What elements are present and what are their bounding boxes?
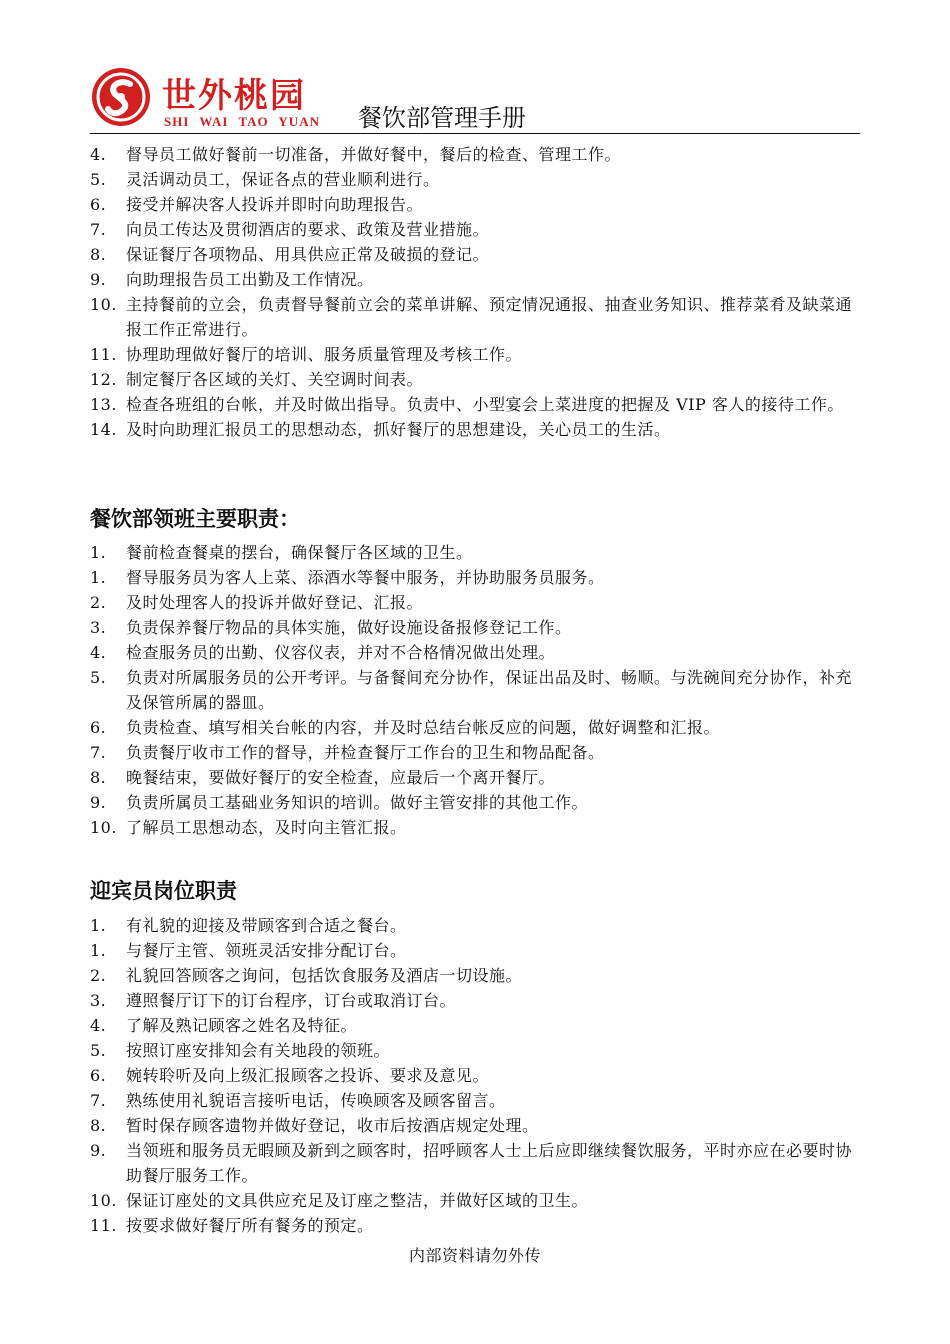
- host-duties-list: [90, 913, 862, 1238]
- list-item: [90, 1213, 862, 1238]
- list-item-text: 协理助理做好餐厅的培训、服务质量管理及考核工作。: [126, 345, 523, 364]
- list-item: [90, 765, 862, 790]
- list-item-text: 负责餐厅收市工作的督导，并检查餐厅工作台的卫生和物品配备。: [126, 743, 605, 762]
- list-item: [90, 1013, 862, 1038]
- list-item-number: 1.: [90, 568, 107, 587]
- list-item-number: 13.: [90, 395, 117, 414]
- list-item-number: 8.: [90, 768, 107, 787]
- list-item-number: 9.: [90, 793, 107, 812]
- list-item: [90, 217, 862, 242]
- list-item-number: 1.: [90, 941, 107, 960]
- list-item-number: 14.: [90, 420, 117, 439]
- logo-chinese-name: 世外桃园: [162, 76, 306, 116]
- list-item-number: 9.: [90, 1141, 107, 1160]
- list-item: [90, 715, 862, 740]
- list-item-number: 3.: [90, 618, 107, 637]
- list-item-number: 6.: [90, 718, 107, 737]
- list-item-number: 3.: [90, 991, 107, 1010]
- list-item-number: 12.: [90, 370, 117, 389]
- list-item: [90, 267, 862, 292]
- list-item: [90, 392, 862, 417]
- list-item-number: 4.: [90, 643, 107, 662]
- list-item: [90, 938, 862, 963]
- list-item: [90, 417, 862, 442]
- section-duties-continued: [90, 142, 862, 442]
- section-host-duties: [90, 913, 862, 1238]
- list-item-text: 暂时保存顾客遗物并做好登记，收市后按酒店规定处理。: [126, 1116, 539, 1135]
- list-item-text: 向员工传达及贯彻酒店的要求、政策及营业措施。: [126, 220, 490, 239]
- list-item-number: 8.: [90, 245, 107, 264]
- list-item: [90, 1063, 862, 1088]
- list-item-text: 向助理报告员工出勤及工作情况。: [126, 270, 374, 289]
- list-item: [90, 640, 862, 665]
- list-item-number: 10.: [90, 1191, 117, 1210]
- list-item-number: 7.: [90, 743, 107, 762]
- list-item-number: 7.: [90, 1091, 107, 1110]
- logo-english-name: SHI WAI TAO YUAN: [164, 114, 320, 129]
- list-item-text: 晚餐结束，要做好餐厅的安全检查，应最后一个离开餐厅。: [126, 768, 556, 787]
- list-item-number: 6.: [90, 1066, 107, 1085]
- list-item: [90, 167, 862, 192]
- list-item-number: 8.: [90, 1116, 107, 1135]
- list-item: [90, 565, 862, 590]
- list-item-text: 接受并解决客人投诉并即时向助理报告。: [126, 195, 424, 214]
- list-item: [90, 1113, 862, 1138]
- list-item-number: 6.: [90, 195, 107, 214]
- section-heading-host: 迎宾员岗位职责: [90, 879, 237, 903]
- list-item: [90, 615, 862, 640]
- section-heading-supervisor: 餐饮部领班主要职责：: [90, 507, 300, 531]
- list-item: [90, 342, 862, 367]
- list-item-number: 5.: [90, 170, 107, 189]
- list-item-number: 2.: [90, 966, 107, 985]
- list-item-text: 检查服务员的出勤、仪容仪表，并对不合格情况做出处理。: [126, 643, 556, 662]
- list-item: [90, 790, 862, 815]
- list-item-text: 负责对所属服务员的公开考评。与备餐间充分协作，保证出品及时、畅顺。与洗碗间充分协作，补充及保管所属的器皿。: [126, 668, 853, 712]
- page-footer: 内部资料请勿外传: [408, 1246, 541, 1265]
- header-divider: [90, 133, 860, 134]
- list-item-text: 保证订座处的文具供应充足及订座之整洁，并做好区域的卫生。: [126, 1191, 589, 1210]
- list-item-text: 婉转聆听及向上级汇报顾客之投诉、要求及意见。: [126, 1066, 490, 1085]
- list-item: [90, 142, 862, 167]
- list-item-text: 了解及熟记顾客之姓名及特征。: [126, 1016, 358, 1035]
- list-item-text: 熟练使用礼貌语言接听电话，传唤顾客及顾客留言。: [126, 1091, 506, 1110]
- list-item-text: 与餐厅主管、领班灵活安排分配订台。: [126, 941, 407, 960]
- list-item-text: 遵照餐厅订下的订台程序，订台或取消订台。: [126, 991, 457, 1010]
- list-item-text: 餐前检查餐桌的摆台，确保餐厅各区域的卫生。: [126, 543, 473, 562]
- list-item: [90, 540, 862, 565]
- list-item: [90, 665, 862, 715]
- list-item: [90, 590, 862, 615]
- list-item-text: 按照订座安排知会有关地段的领班。: [126, 1041, 391, 1060]
- list-item-text: 灵活调动员工，保证各点的营业顺利进行。: [126, 170, 440, 189]
- list-item: [90, 815, 862, 840]
- list-item: [90, 367, 862, 392]
- list-item-text: 督导员工做好餐前一切准备，并做好餐中，餐后的检查、管理工作。: [126, 145, 622, 164]
- list-item-number: 9.: [90, 270, 107, 289]
- list-item: [90, 1088, 862, 1113]
- list-item-text: 及时向助理汇报员工的思想动态，抓好餐厅的思想建设，关心员工的生活。: [126, 420, 671, 439]
- list-item-number: 10.: [90, 295, 117, 314]
- list-item: [90, 740, 862, 765]
- list-item: [90, 1138, 862, 1188]
- list-item-text: 有礼貌的迎接及带顾客到合适之餐台。: [126, 916, 407, 935]
- list-item-text: 按要求做好餐厅所有餐务的预定。: [126, 1216, 374, 1235]
- manual-title: 餐饮部管理手册: [358, 104, 526, 132]
- list-item-number: 4.: [90, 1016, 107, 1035]
- list-item: [90, 988, 862, 1013]
- list-item-text: 当领班和服务员无暇顾及新到之顾客时，招呼顾客人士上后应即继续餐饮服务，平时亦应在必要时协助餐厅服务工作。: [126, 1141, 853, 1185]
- list-item-number: 10.: [90, 818, 117, 837]
- list-item: [90, 913, 862, 938]
- duties-list: [90, 142, 862, 442]
- list-item: [90, 963, 862, 988]
- list-item-text: 礼貌回答顾客之询问，包括饮食服务及酒店一切设施。: [126, 966, 523, 985]
- list-item: [90, 1188, 862, 1213]
- list-item-text: 保证餐厅各项物品、用具供应正常及破损的登记。: [126, 245, 490, 264]
- page-header: [90, 62, 860, 134]
- list-item-text: 主持餐前的立会，负责督导餐前立会的菜单讲解、预定情况通报、抽查业务知识、推荐菜肴及缺菜通报工作正常进行。: [126, 295, 853, 339]
- list-item-number: 5.: [90, 1041, 107, 1060]
- supervisor-duties-list: [90, 540, 862, 840]
- list-item-text: 督导服务员为客人上菜、添酒水等餐中服务，并协助服务员服务。: [126, 568, 605, 587]
- list-item-text: 及时处理客人的投诉并做好登记、汇报。: [126, 593, 424, 612]
- section-supervisor-duties: [90, 540, 862, 840]
- list-item-number: 11.: [90, 1216, 117, 1235]
- list-item: [90, 192, 862, 217]
- list-item-text: 负责保养餐厅物品的具体实施，做好设施设备报修登记工作。: [126, 618, 572, 637]
- list-item-number: 1.: [90, 916, 107, 935]
- list-item-number: 7.: [90, 220, 107, 239]
- list-item-text: 了解员工思想动态，及时向主管汇报。: [126, 818, 407, 837]
- logo-icon: [90, 66, 152, 128]
- list-item-text: 负责所属员工基础业务知识的培训。做好主管安排的其他工作。: [126, 793, 589, 812]
- list-item-number: 11.: [90, 345, 117, 364]
- list-item-number: 4.: [90, 145, 107, 164]
- list-item: [90, 242, 862, 267]
- list-item-text: 制定餐厅各区域的关灯、关空调时间表。: [126, 370, 424, 389]
- list-item-number: 2.: [90, 593, 107, 612]
- list-item-text: 检查各班组的台帐，并及时做出指导。负责中、小型宴会上菜进度的把握及 VIP 客人的接待工作。: [126, 395, 844, 414]
- list-item: [90, 292, 862, 342]
- list-item-number: 1.: [90, 543, 107, 562]
- list-item-number: 5.: [90, 668, 107, 687]
- list-item: [90, 1038, 862, 1063]
- list-item-text: 负责检查、填写相关台帐的内容，并及时总结台帐反应的问题，做好调整和汇报。: [126, 718, 721, 737]
